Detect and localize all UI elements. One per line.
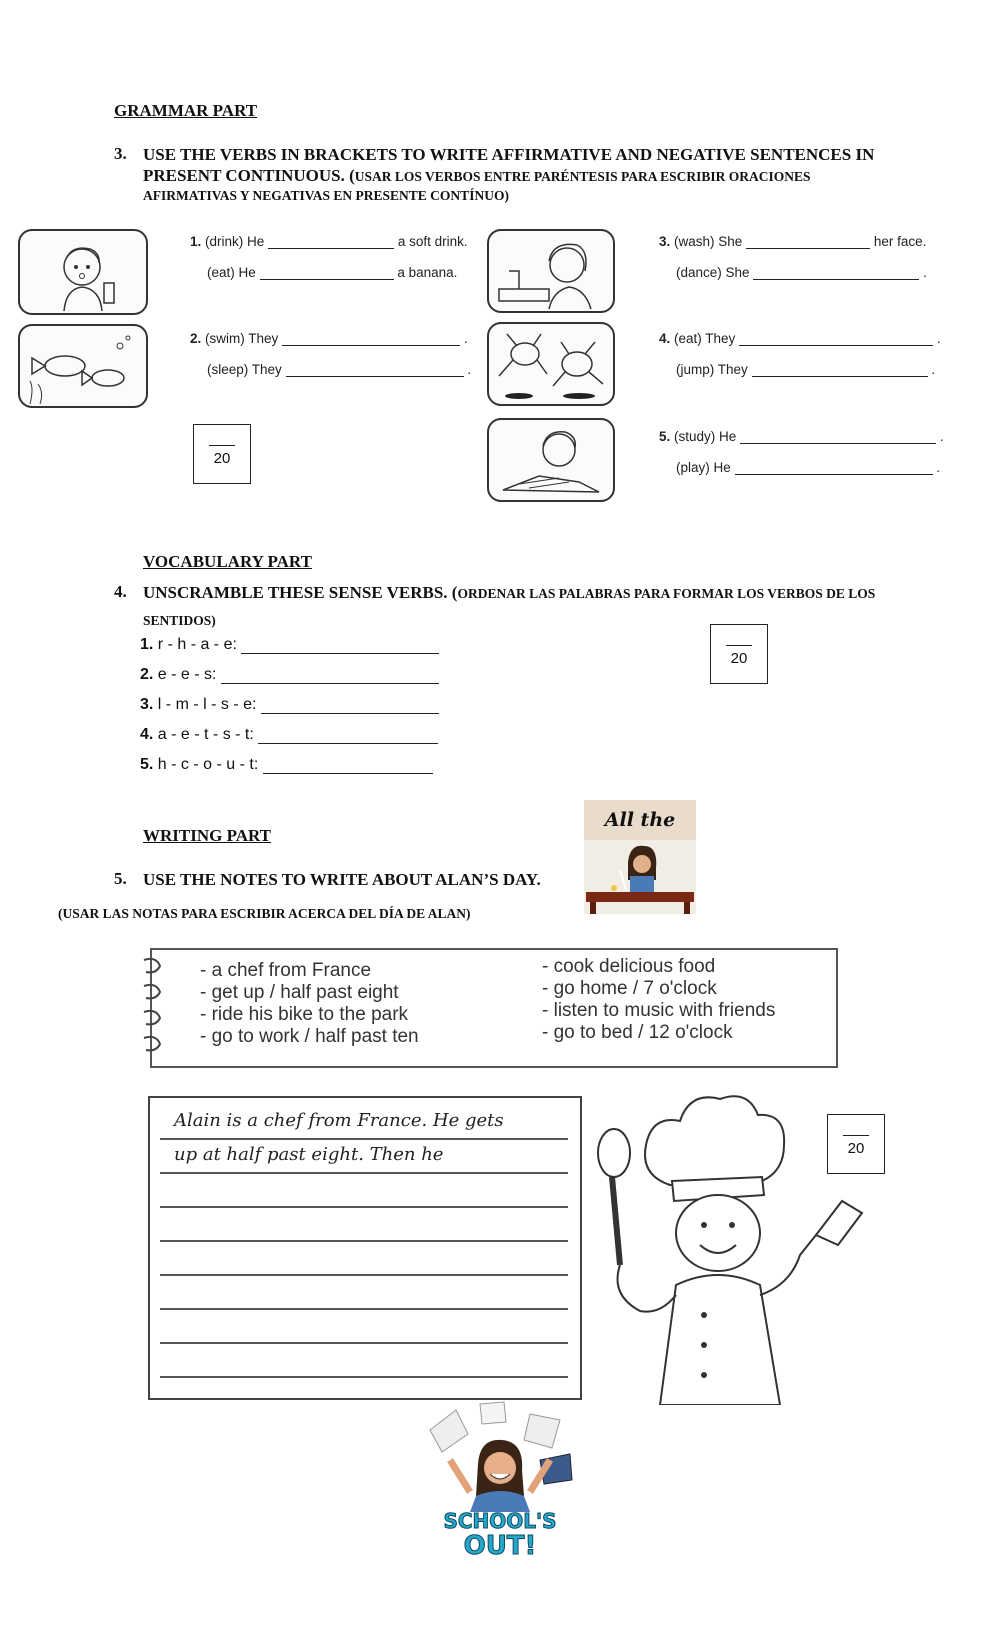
grammar-question-text [143,144,963,205]
grammar-question-line2: PRESENT CONTINUOUS. (USAR LOS VERBOS ENTRE PARÉNTESIS PARA ESCRIBIR ORACIONES [143,166,811,185]
schools-out-line1: SCHOOL'S [443,1509,557,1533]
boy-studying-image [487,418,615,502]
unscramble-blank-3[interactable] [261,699,439,714]
schools-out-sticker [420,1400,580,1560]
answer-blank-3a[interactable] [746,234,870,249]
girl-washing-face-image [487,229,615,313]
grammar-section-title: GRAMMAR PART [114,101,258,120]
boy-drinking-image [18,229,148,315]
unscramble-blank-4[interactable] [258,729,438,744]
answer-blank-5a[interactable] [740,429,936,444]
schools-out-line2: OUT! [463,1531,537,1560]
grammar-item-3: 3. (wash) She her face. (dance) She . [659,234,927,280]
alan-notes-box [150,948,838,1068]
fish-swimming-image [18,324,148,408]
writing-question-spanish: (USAR LAS NOTAS PARA ESCRIBIR ACERCA DEL DÍA DE ALAN) [58,906,471,921]
grammar-item-4: 4. (eat) They . (jump) They . [659,331,941,377]
unscramble-item-5: 5. h - c - o - u - t: [140,756,433,774]
unscramble-blank-5[interactable] [263,759,433,774]
unscramble-item-2: 2. e - e - s: [140,666,439,684]
grammar-question-line1: USE THE VERBS IN BRACKETS TO WRITE AFFIRMATIVE AND NEGATIVE SENTENCES IN [143,145,875,164]
writing-score-box: 20 [827,1114,885,1174]
example-line-2: up at half past eight. Then he [174,1144,444,1165]
answer-blank-4a[interactable] [739,331,933,346]
unscramble-blank-1[interactable] [241,639,439,654]
answer-blank-5b[interactable] [735,460,933,475]
grammar-item-2: 2. (swim) They . (sleep) They . [190,331,472,377]
grammar-item-1: 1. (drink) He a soft drink. (eat) He a banana. [190,234,468,280]
writing-question-number: 5. [114,869,127,888]
answer-blank-1a[interactable] [268,234,394,249]
writing-section-title: WRITING PART [143,826,272,845]
grammar-score-box: 20 [193,424,251,484]
answer-blank-1b[interactable] [260,265,394,280]
grammar-question-number: 3. [114,144,127,163]
notes-right-column: - cook delicious food - go home / 7 o'clock - listen to music with friends - go to bed / 12 o'clock [542,956,776,1043]
frogs-jumping-image [487,322,615,406]
unscramble-blank-2[interactable] [221,669,439,684]
answer-blank-4b[interactable] [752,362,928,377]
notes-left-column: - a chef from France - get up / half past eight - ride his bike to the park - go to work / half past ten [200,960,419,1047]
all-the-best-sticker: All the [584,800,696,914]
grammar-question-line3: AFIRMATIVAS Y NEGATIVAS EN PRESENTE CONTÍNUO) [143,188,509,203]
unscramble-item-3: 3. l - m - l - s - e: [140,696,439,714]
unscramble-item-4: 4. a - e - t - s - t: [140,726,438,744]
answer-blank-2a[interactable] [282,331,460,346]
grammar-item-5: 5. (study) He . (play) He . [659,429,944,475]
answer-blank-3b[interactable] [753,265,919,280]
writing-answer-box[interactable] [148,1096,582,1400]
notebook-rings-icon [138,956,178,1060]
unscramble-item-1: 1. r - h - a - e: [140,636,439,654]
vocabulary-question-number: 4. [114,582,127,601]
example-line-1: Alain is a chef from France. He gets [174,1110,504,1131]
writing-question-text: USE THE NOTES TO WRITE ABOUT ALAN’S DAY. [143,870,541,889]
vocabulary-score-box: 20 [710,624,768,684]
vocabulary-question-text: UNSCRAMBLE THESE SENSE VERBS. (ORDENAR LAS PALABRAS PARA FORMAR LOS VERBOS DE LOS SENTIDOS) [143,583,876,628]
vocabulary-section-title: VOCABULARY PART [143,552,312,571]
answer-blank-2b[interactable] [286,362,464,377]
